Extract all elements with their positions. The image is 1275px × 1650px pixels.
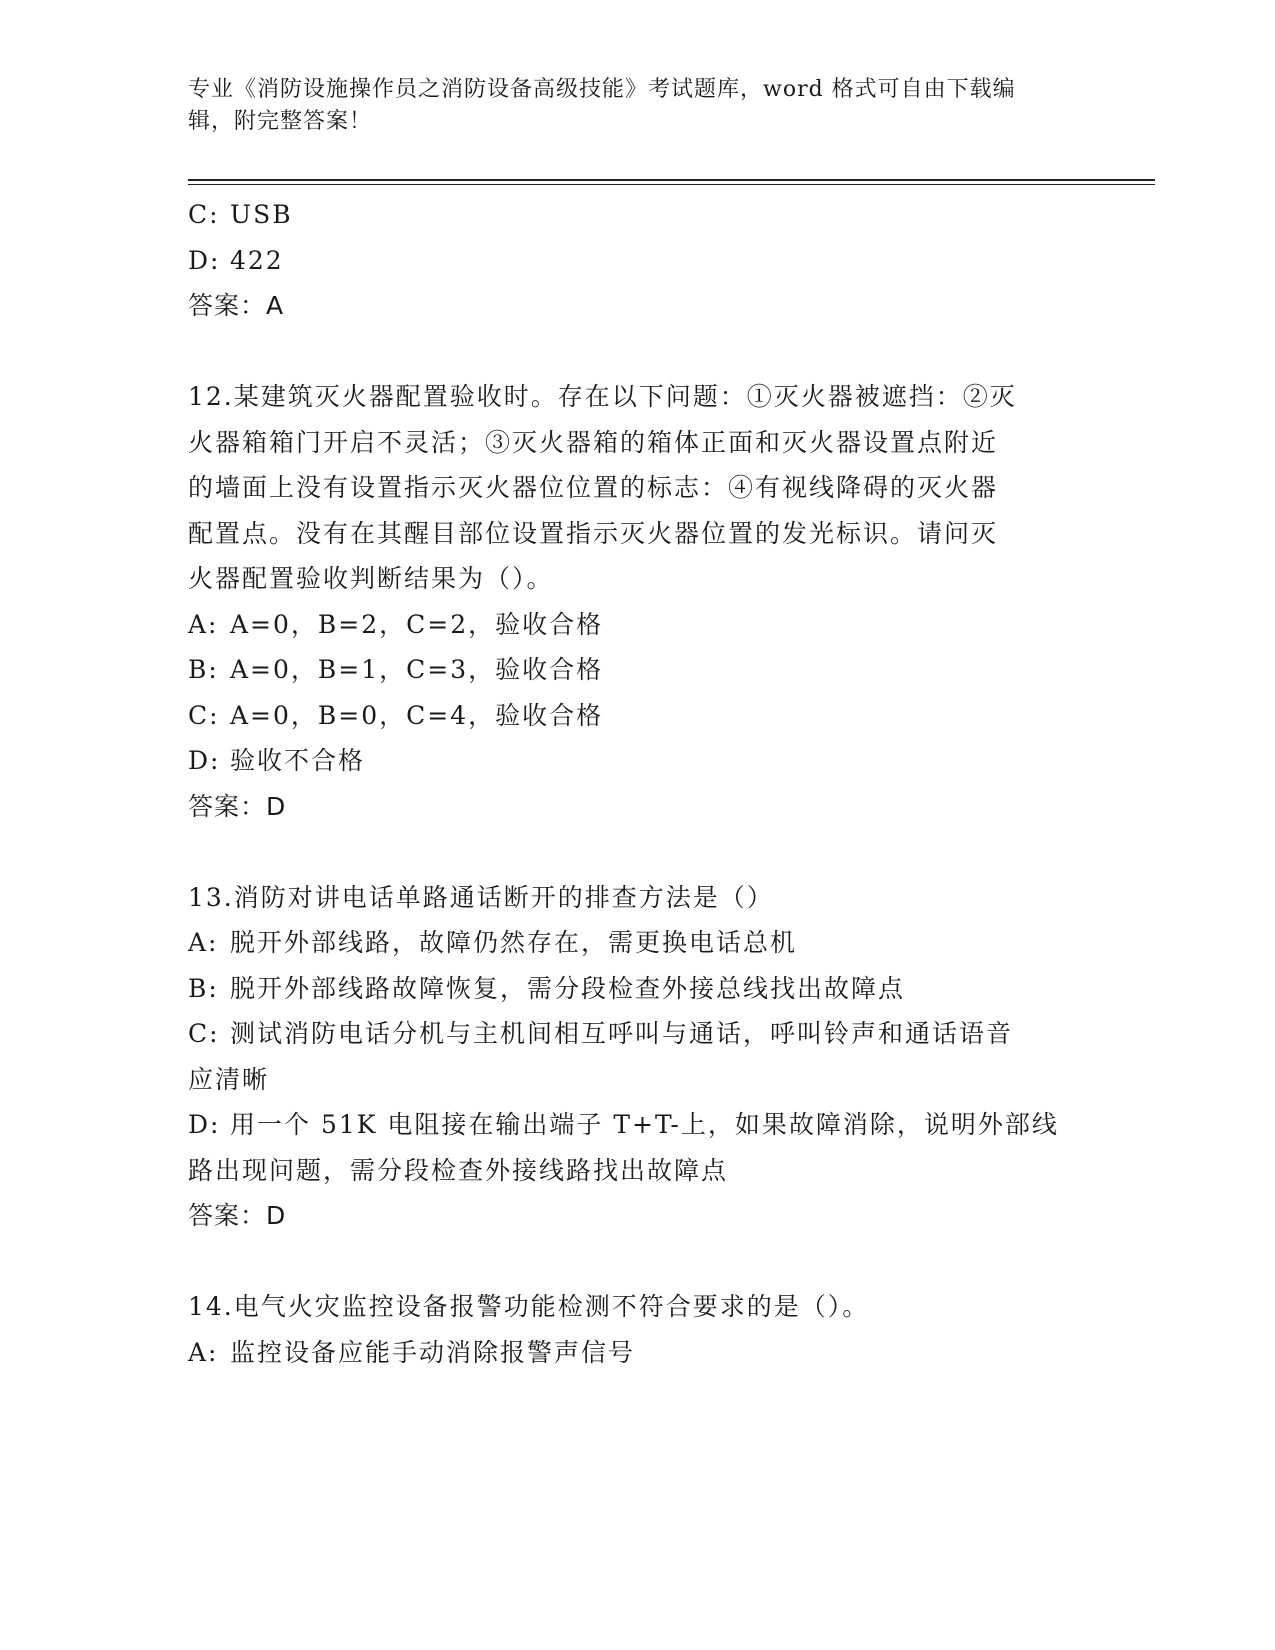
question-14-line: 14.电气火灾监控设备报警功能检测不符合要求的是（）。	[188, 1292, 870, 1321]
option-tag: A:	[188, 1337, 219, 1367]
option-continuation: 应清晰	[188, 1064, 270, 1094]
option-continuation: 路出现问题，需分段检查外接线路找出故障点	[188, 1155, 729, 1185]
option-text: A=0，B=0，C=4，验收合格	[230, 700, 604, 730]
option-line	[188, 602, 1088, 648]
option-text: 验收不合格	[230, 746, 366, 775]
option-line	[188, 1011, 1088, 1057]
option-text: A=0，B=2，C=2，验收合格	[230, 609, 604, 639]
option-tag: B:	[188, 973, 219, 1003]
option-text: USB	[230, 200, 293, 229]
option-text: 用一个 51K 电阻接在输出端子 T+T-上，如果故障消除，说明外部线	[230, 1110, 1059, 1139]
header-line-1: 专业《消防设施操作员之消防设备高级技能》考试题库，word 格式可自由下载编	[188, 77, 1016, 102]
question-12-line: 火器配置验收判断结果为（）。	[188, 564, 554, 593]
option-text: 脱开外部线路，故障仍然存在，需更换电话总机	[230, 928, 798, 957]
option-line	[188, 1102, 1088, 1148]
option-line	[188, 738, 1088, 784]
option-tag: C:	[188, 1019, 220, 1048]
question-spacer	[188, 329, 1088, 375]
option-text: A=0，B=1，C=3，验收合格	[230, 655, 604, 684]
question-12-line: 的墙面上没有设置指示灭火器位位置的标志：④有视线降碍的灭火器	[188, 473, 999, 502]
question-12-line: 12.某建筑灭火器配置验收时。存在以下问题：①灭火器被遮挡：②灭	[188, 382, 1017, 411]
header-divider-thick	[188, 179, 1155, 181]
question-content	[188, 192, 1088, 1375]
option-tag: B:	[188, 655, 219, 684]
option-line	[188, 920, 1088, 966]
option-line	[188, 192, 1088, 238]
answer-line: 答案：D	[188, 1201, 287, 1230]
option-line	[188, 647, 1088, 693]
option-line	[188, 238, 1088, 284]
document-header	[188, 74, 1088, 138]
option-text: 脱开外部线路故障恢复，需分段检查外接总线找出故障点	[230, 973, 906, 1003]
header-divider-thin	[188, 184, 1155, 185]
question-12-line: 配置点。没有在其醒目部位设置指示灭火器位置的发光标识。请问灭	[188, 518, 999, 548]
option-tag: C:	[188, 700, 220, 730]
option-tag: D:	[188, 245, 221, 275]
answer-line: 答案：D	[188, 791, 287, 821]
option-tag: D:	[188, 746, 221, 775]
option-tag: C:	[188, 200, 220, 229]
option-text: 422	[230, 245, 284, 275]
option-tag: A:	[188, 609, 219, 639]
header-line-2: 辑，附完整答案！	[188, 109, 373, 134]
question-12-line: 火器箱箱门开启不灵活；③灭火器箱的箱体正面和灭火器设置点附近	[188, 427, 999, 457]
option-line	[188, 693, 1088, 739]
option-line	[188, 966, 1088, 1012]
question-spacer	[188, 829, 1088, 875]
question-13-line: 13.消防对讲电话单路通话断开的排查方法是（）	[188, 882, 774, 912]
option-line	[188, 1330, 1088, 1376]
option-tag: A:	[188, 928, 219, 957]
answer-line: 答案：A	[188, 291, 285, 320]
option-text: 测试消防电话分机与主机间相互呼叫与通话，呼叫铃声和通话语音	[230, 1019, 1014, 1048]
option-text: 监控设备应能手动消除报警声信号	[230, 1337, 636, 1367]
option-tag: D:	[188, 1110, 221, 1139]
question-spacer	[188, 1239, 1088, 1285]
